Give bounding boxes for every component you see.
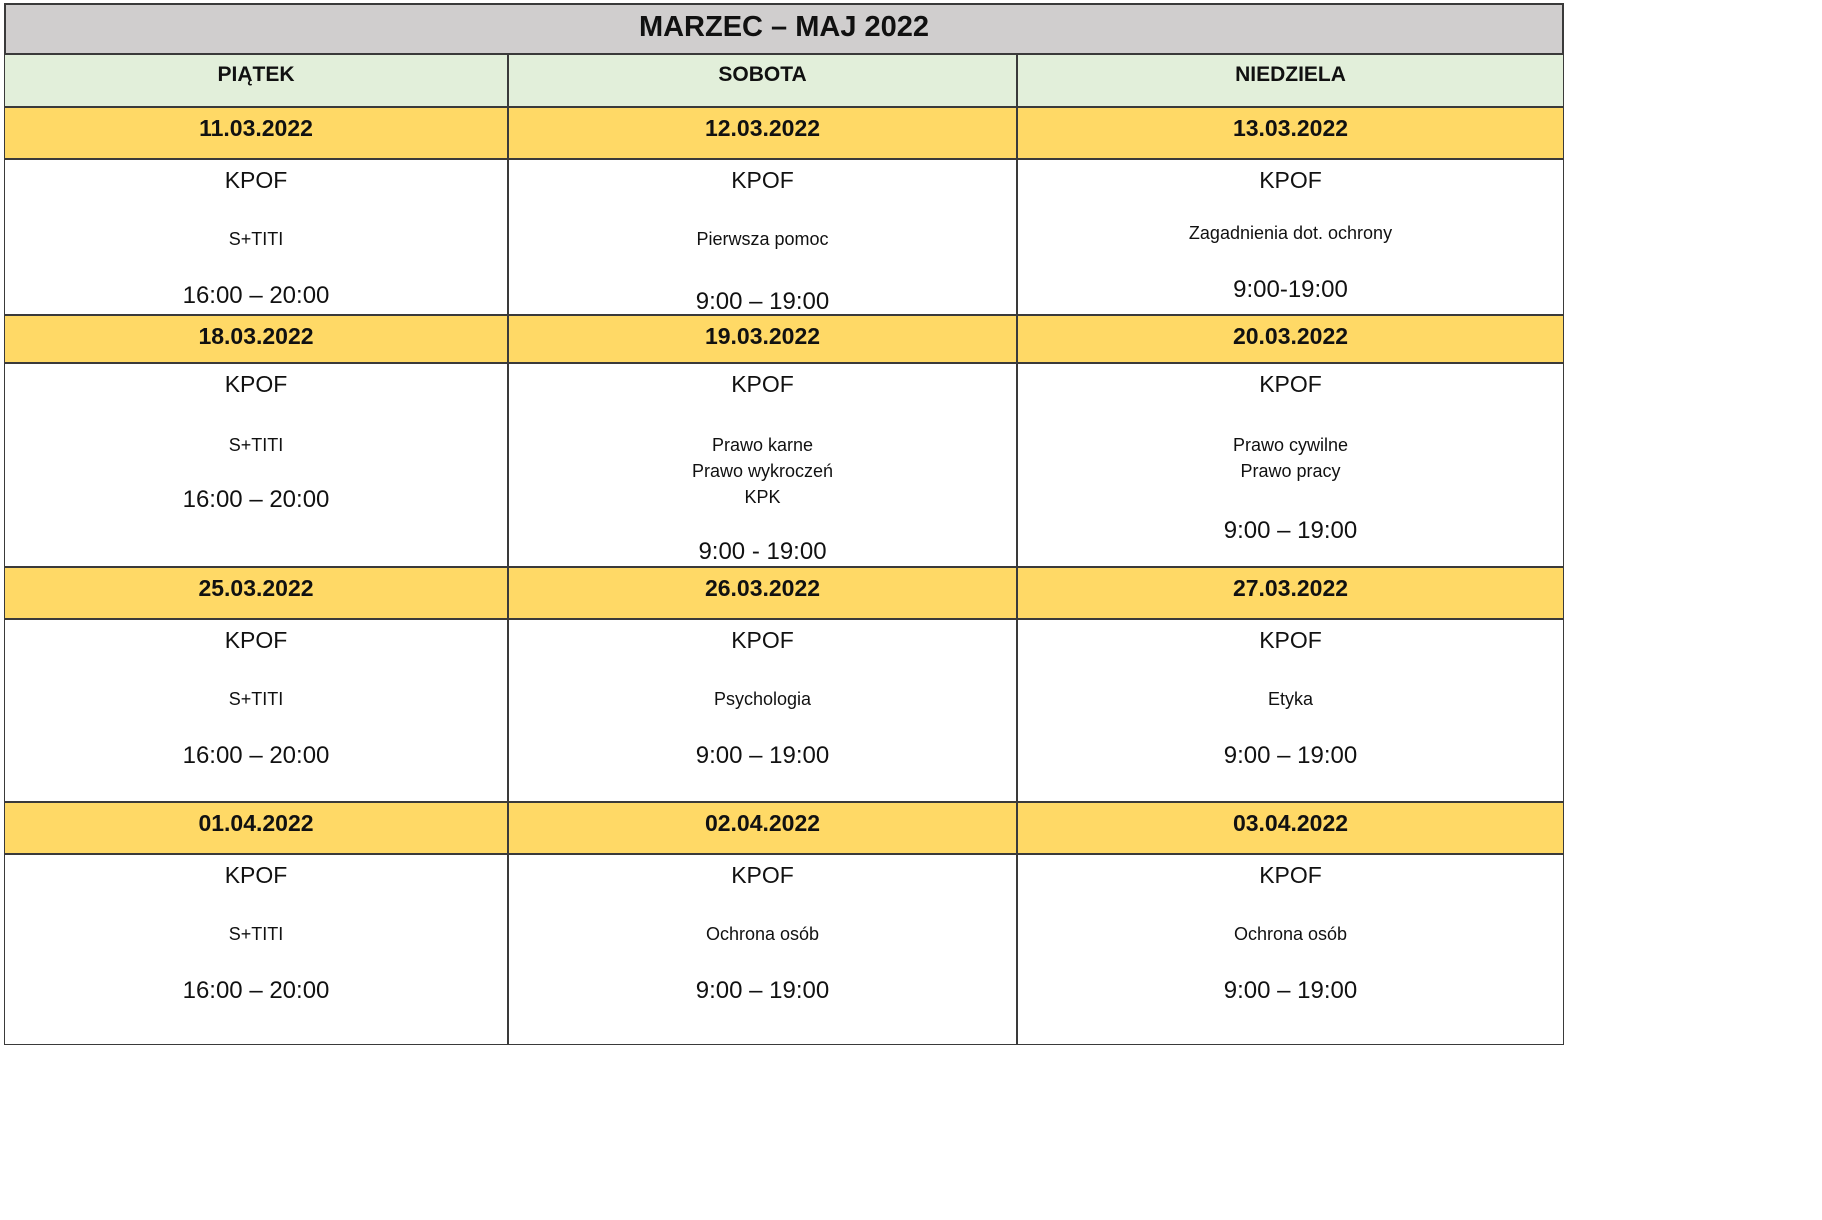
course-name: KPOF (1259, 371, 1322, 397)
session-cell (508, 363, 1017, 567)
date-cell (1017, 567, 1564, 619)
course-name: KPOF (731, 862, 794, 888)
course-name: KPOF (224, 627, 288, 653)
session-cell (4, 854, 508, 1045)
date-cell (508, 567, 1017, 619)
course-name: KPOF (1259, 862, 1322, 888)
session-cell (508, 619, 1017, 802)
date-label: 25.03.2022 (198, 575, 314, 601)
time-range: 9:00 - 19:00 (698, 538, 827, 565)
date-label: 20.03.2022 (1232, 323, 1349, 349)
date-label: 19.03.2022 (704, 323, 821, 349)
session-cell (508, 159, 1017, 315)
time-range: 9:00-19:00 (1233, 276, 1348, 303)
time-range: 16:00 – 20:00 (182, 486, 330, 513)
time-range: 9:00 – 19:00 (1223, 977, 1358, 1004)
subject-label: Pierwsza pomoc (696, 229, 829, 249)
session-cell (1017, 619, 1564, 802)
date-cell (1017, 802, 1564, 854)
time-range: 9:00 – 19:00 (1223, 742, 1358, 769)
day-header-label: NIEDZIELA (1235, 63, 1346, 86)
time-range: 9:00 – 19:00 (695, 288, 830, 315)
subject-label: Ochrona osób (1233, 924, 1348, 944)
session-cell (4, 363, 508, 567)
day-header-saturday (508, 54, 1017, 107)
date-label: 27.03.2022 (1232, 575, 1349, 601)
course-name: KPOF (224, 371, 288, 397)
subject-label: S+TITI (228, 435, 284, 455)
subject-label: Psychologia (713, 689, 812, 709)
schedule-title: MARZEC – MAJ 2022 (638, 11, 930, 43)
subject-label: Prawo wykroczeń (691, 461, 834, 481)
course-name: KPOF (224, 167, 288, 193)
time-range: 9:00 – 19:00 (695, 977, 830, 1004)
date-cell (1017, 315, 1564, 363)
session-cell (508, 854, 1017, 1045)
day-header-friday (4, 54, 508, 107)
time-range: 9:00 – 19:00 (1223, 517, 1358, 544)
schedule-title-cell (4, 3, 1564, 54)
subject-label: KPK (744, 487, 781, 507)
session-cell (1017, 363, 1564, 567)
time-range: 9:00 – 19:00 (695, 742, 830, 769)
date-label: 26.03.2022 (704, 575, 821, 601)
subject-label: S+TITI (228, 229, 284, 249)
time-range: 16:00 – 20:00 (182, 282, 330, 309)
date-label: 18.03.2022 (198, 323, 314, 349)
day-header-label: SOBOTA (718, 63, 807, 86)
date-cell (4, 107, 508, 159)
course-name: KPOF (1259, 167, 1322, 193)
subject-label: Etyka (1267, 689, 1314, 709)
subject-label: Prawo karne (711, 435, 814, 455)
date-label: 03.04.2022 (1232, 810, 1349, 836)
session-cell (4, 619, 508, 802)
date-label: 02.04.2022 (704, 810, 821, 836)
date-label: 11.03.2022 (199, 115, 313, 141)
date-cell (4, 802, 508, 854)
subject-label: Prawo cywilne (1232, 435, 1349, 455)
time-range: 16:00 – 20:00 (182, 977, 330, 1004)
date-cell (508, 107, 1017, 159)
subject-label: S+TITI (228, 689, 284, 709)
date-cell (4, 315, 508, 363)
date-cell (4, 567, 508, 619)
course-name: KPOF (1259, 627, 1322, 653)
date-label: 01.04.2022 (198, 810, 314, 836)
course-name: KPOF (224, 862, 288, 888)
date-cell (1017, 107, 1564, 159)
session-cell (4, 159, 508, 315)
schedule-table (4, 3, 1564, 1045)
date-cell (508, 315, 1017, 363)
date-cell (508, 802, 1017, 854)
session-cell (1017, 854, 1564, 1045)
subject-label: Ochrona osób (705, 924, 820, 944)
date-label: 13.03.2022 (1232, 115, 1349, 141)
day-header-sunday (1017, 54, 1564, 107)
course-name: KPOF (731, 167, 794, 193)
time-range: 16:00 – 20:00 (182, 742, 330, 769)
course-name: KPOF (731, 627, 794, 653)
course-name: KPOF (731, 371, 794, 397)
day-header-label: PIĄTEK (217, 63, 295, 86)
session-cell (1017, 159, 1564, 315)
subject-label: Prawo pracy (1240, 461, 1341, 481)
subject-label: S+TITI (228, 924, 284, 944)
date-label: 12.03.2022 (704, 115, 821, 141)
subject-label: Zagadnienia dot. ochrony (1188, 223, 1393, 243)
